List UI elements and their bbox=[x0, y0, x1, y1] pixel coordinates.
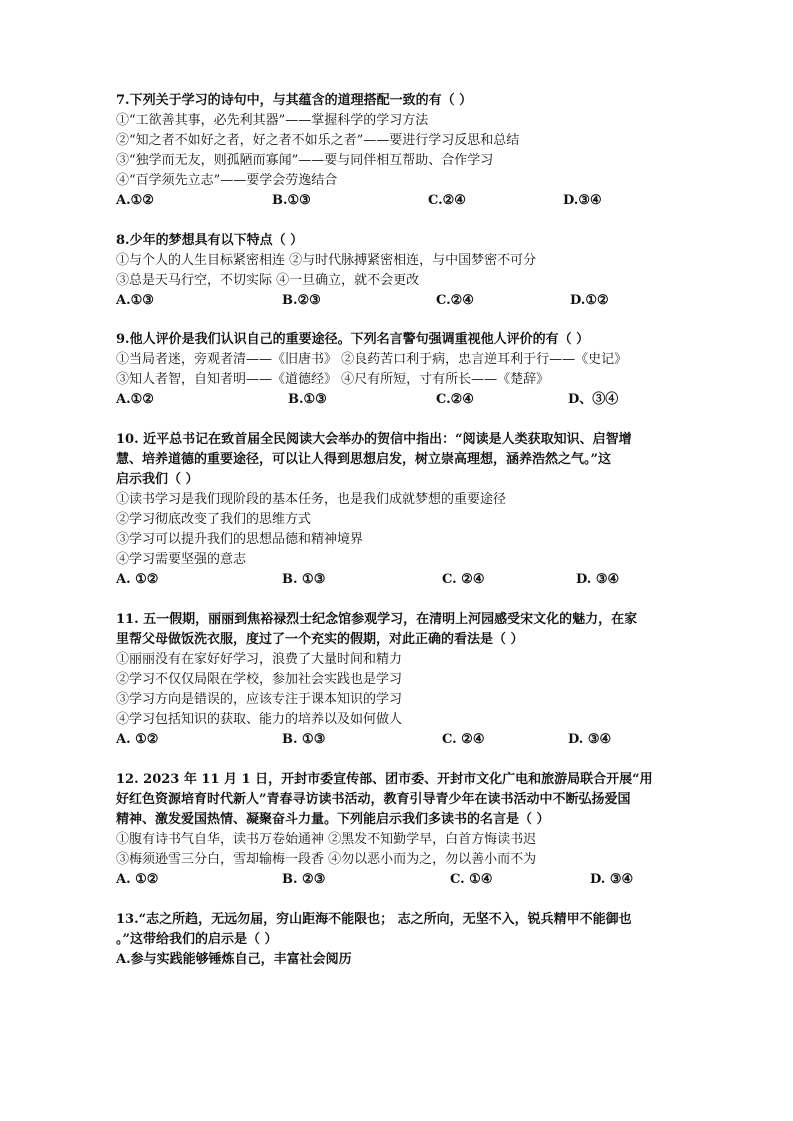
answer-options bbox=[116, 570, 696, 590]
option-c: C. ①④ bbox=[450, 872, 493, 887]
question-stem: 慧、培养道德的重要途径，可以让人得到思想启发，树立崇高理想，涵养浩然之气。”这 bbox=[116, 452, 611, 467]
option-d: D. ③④ bbox=[590, 872, 634, 887]
question-stem: 8.少年的梦想具有以下特点（ ） bbox=[116, 233, 304, 248]
option-a: A. ①② bbox=[116, 572, 159, 587]
option-c: C.②④ bbox=[428, 193, 466, 208]
answer-options bbox=[116, 191, 696, 211]
option-d: D.③④ bbox=[563, 193, 602, 208]
statement-item: ③学习方向是错误的，应该专注于课本知识的学习 bbox=[116, 692, 403, 707]
statement-item: ①腹有诗书气自华，读书万卷始通神 ②黑发不知勤学早，白首方悔读书迟 bbox=[116, 832, 537, 847]
option-d: D.①② bbox=[570, 293, 609, 308]
statement-item: ①与个人的人生目标紧密相连 ②与时代脉搏紧密相连，与中国梦密不可分 bbox=[116, 253, 537, 268]
answer-options bbox=[116, 390, 696, 410]
option-a: A.①③ bbox=[116, 293, 154, 308]
statement-item: ①读书学习是我们现阶段的基本任务，也是我们成就梦想的重要途径 bbox=[116, 492, 507, 507]
answer-options bbox=[116, 730, 696, 750]
question-13 bbox=[116, 910, 696, 970]
statement-item: ①当局者迷，旁观者清——《旧唐书》 ②良药苦口利于病，忠言逆耳利于行——《史记》 bbox=[116, 352, 628, 367]
option-a: A.①② bbox=[116, 193, 154, 208]
statement-item: ②学习不仅仅局限在学校，参加社会实践也是学习 bbox=[116, 672, 403, 687]
statement-item: ①丽丽没有在家好好学习，浪费了大量时间和精力 bbox=[116, 652, 403, 667]
question-12 bbox=[116, 770, 696, 890]
option-d: D、③④ bbox=[568, 392, 619, 407]
question-9 bbox=[116, 330, 696, 410]
statement-item: ①“工欲善其事，必先利其器”——掌握科学的学习方法 bbox=[116, 113, 429, 128]
statement-item: ③“独学而无友，则孤陋而寡闻”——要与同伴相互帮助、合作学习 bbox=[116, 153, 494, 168]
question-7 bbox=[116, 91, 696, 211]
option-b: B. ①③ bbox=[282, 572, 326, 587]
question-11 bbox=[116, 610, 696, 750]
question-stem: 里帮父母做饭洗衣服，度过了一个充实的假期，对此正确的看法是（ ） bbox=[116, 632, 524, 647]
statement-item: ②学习彻底改变了我们的思维方式 bbox=[116, 512, 312, 527]
option-b: B. ②③ bbox=[282, 872, 326, 887]
question-8 bbox=[116, 231, 696, 311]
option-a: A. ①② bbox=[116, 732, 159, 747]
option-c: C. ②④ bbox=[442, 732, 485, 747]
option-a: A. ①② bbox=[116, 872, 159, 887]
option-b: B.②③ bbox=[282, 293, 321, 308]
option-b: B.①③ bbox=[288, 392, 327, 407]
question-stem: 启示我们（ ） bbox=[116, 472, 199, 487]
statement-item: ③总是天马行空，不切实际 ④一旦确立，就不会更改 bbox=[116, 273, 420, 288]
option-b: B.①③ bbox=[272, 193, 311, 208]
question-stem: 好红色资源培育时代新人”青春寻访读书活动，教育引导青少年在读书活动中不断弘扬爱国 bbox=[116, 792, 631, 807]
answer-options bbox=[116, 291, 696, 311]
option-c: C.②④ bbox=[436, 392, 474, 407]
statement-item: ④学习包括知识的获取、能力的培养以及如何做人 bbox=[116, 712, 403, 727]
statement-item: ③学习可以提升我们的思想品德和精神境界 bbox=[116, 532, 364, 547]
option-c: C. ②④ bbox=[442, 572, 485, 587]
statement-item: ④学习需要坚强的意志 bbox=[116, 552, 247, 567]
question-stem: 7.下列关于学习的诗句中，与其蕴含的道理搭配一致的有（ ） bbox=[116, 93, 473, 108]
option-a: A.①② bbox=[116, 392, 154, 407]
answer-options bbox=[116, 870, 696, 890]
option-a: A.参与实践能够锤炼自己，丰富社会阅历 bbox=[116, 952, 352, 967]
statement-item: ③知人者智，自知者明——《道德经》 ④尺有所短，寸有所长——《楚辞》 bbox=[116, 372, 550, 387]
statement-item: ②“知之者不如好之者，好之者不如乐之者”——要进行学习反思和总结 bbox=[116, 133, 520, 148]
question-stem: 13.“志之所趋，无远勿届，穷山距海不能限也； 志之所向，无坚不入，锐兵精甲不能御也 bbox=[116, 912, 632, 927]
option-b: B. ①③ bbox=[282, 732, 326, 747]
option-d: D. ③④ bbox=[576, 572, 620, 587]
question-stem: 。”这带给我们的启示是（ ） bbox=[116, 932, 278, 947]
question-stem: 12. 2023 年 11 月 1 日，开封市委宣传部、团市委、开封市文化广电和旅游局联合开展“用 bbox=[116, 772, 653, 787]
option-c: C.②④ bbox=[436, 293, 474, 308]
question-stem: 精神、激发爱国热情、凝聚奋斗力量。下列能启示我们多读书的名言是（ ） bbox=[116, 812, 550, 827]
statement-item: ③梅须逊雪三分白，雪却输梅一段香 ④勿以恶小而为之，勿以善小而不为 bbox=[116, 852, 537, 867]
question-10 bbox=[116, 430, 696, 590]
question-stem: 11. 五一假期，丽丽到焦裕禄烈士纪念馆参观学习，在清明上河园感受宋文化的魅力，在家 bbox=[116, 612, 638, 627]
question-stem: 10. 近平总书记在致首届全民阅读大会举办的贺信中指出：“阅读是人类获取知识、启智增 bbox=[116, 432, 632, 447]
statement-item: ④“百学须先立志”——要学会劳逸结合 bbox=[116, 173, 338, 188]
option-d: D. ③④ bbox=[568, 732, 612, 747]
question-stem: 9.他人评价是我们认识自己的重要途径。下列名言警句强调重视他人评价的有（ ） bbox=[116, 332, 590, 347]
